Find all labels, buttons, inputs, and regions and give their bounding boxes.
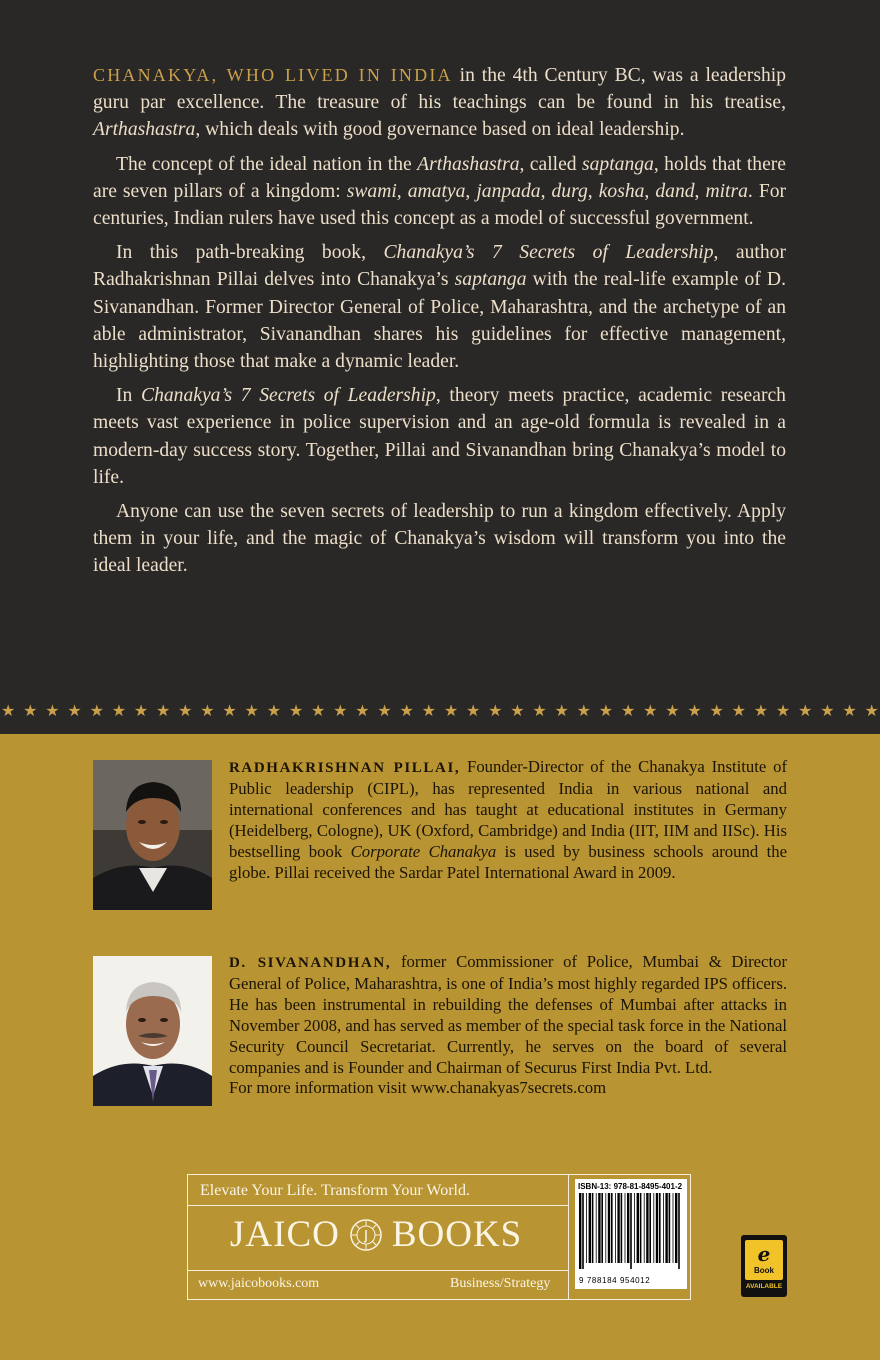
- star-icon: ★: [443, 701, 459, 720]
- barcode-bar: [663, 1193, 664, 1263]
- ebook-available-badge: e Book AVAILABLE: [741, 1235, 787, 1297]
- star-icon: ★: [488, 701, 503, 720]
- blurb-lead: CHANAKYA, WHO LIVED IN INDIA: [93, 65, 453, 85]
- barcode-bar: [646, 1193, 648, 1263]
- blurb-paragraph-4: In Chanakya’s 7 Secrets of Leadership, theory meets practice, academic research meets vast experience in police supervision and an age-old formula is revealed in a modern-day success story. Together, Pillai and Sivanandhan bring Chanakya’s model to life.: [93, 385, 786, 488]
- barcode-bar: [665, 1193, 667, 1263]
- barcode-bar: [656, 1193, 658, 1263]
- barcode-bar: [611, 1193, 613, 1263]
- star-icon: ★: [333, 701, 348, 720]
- barcode-bar: [605, 1193, 606, 1263]
- star-icon: ★: [133, 701, 149, 720]
- barcode-bar: [673, 1193, 674, 1263]
- sun-emblem-icon: [349, 1218, 383, 1252]
- star-icon: ★: [665, 701, 680, 720]
- barcode-bar: [625, 1193, 626, 1263]
- star-icon: ★: [266, 701, 282, 720]
- star-icon: ★: [244, 701, 259, 720]
- star-icon: ★: [23, 701, 38, 720]
- author-name-pillai: RADHAKRISHNAN PILLAI,: [229, 760, 461, 776]
- star-icon: ★: [355, 701, 370, 720]
- star-icon: ★: [554, 701, 569, 720]
- barcode-bar: [649, 1193, 651, 1263]
- barcode-bar: [586, 1193, 587, 1263]
- barcode-bar: [582, 1193, 584, 1269]
- star-icon: ★: [67, 701, 82, 720]
- star-icon: ★: [576, 701, 591, 720]
- star-icon: ★: [798, 701, 813, 720]
- barcode-bar: [669, 1193, 671, 1263]
- star-icon: ★: [709, 701, 724, 720]
- star-icon: ★: [753, 701, 769, 720]
- star-icon: ★: [687, 701, 702, 720]
- barcode-bar: [634, 1193, 635, 1263]
- author-bio-sivanandhan: D. SIVANANDHAN, former Commissioner of Police, Mumbai & Director General of Police, Maharashtra, is one of India’s most highly regarded IPS officers. He has been instrumental in rebuilding the defenses of Mumbai after attacks in November 2008, and has served as member of the special task force in the National Security Council Secretariat. Currently, he serves on the board of several companies and is Founder and Chairman of Securus First India Pvt. Ltd. For more information visit www.chanakyas7secrets.com: [229, 952, 788, 1098]
- star-icon: ★: [510, 701, 525, 720]
- star-divider: [0, 688, 880, 734]
- star-icon: ★: [842, 701, 857, 720]
- barcode-bar: [589, 1193, 591, 1263]
- star-icon: ★: [377, 701, 392, 720]
- star-icon: ★: [222, 701, 237, 720]
- star-icon: ★: [45, 701, 60, 720]
- barcode-bar: [615, 1193, 616, 1263]
- star-icon: ★: [288, 701, 304, 720]
- publisher-logo: JAICO BOOKS: [230, 1214, 523, 1255]
- ebook-e-icon: e: [757, 1242, 771, 1266]
- barcode-bar: [598, 1193, 600, 1263]
- publisher-panel: [187, 1174, 691, 1300]
- star-icon: ★: [178, 701, 193, 720]
- barcode-bar: [675, 1193, 677, 1263]
- star-icon: ★: [775, 701, 791, 720]
- star-icon: ★: [155, 701, 171, 720]
- blurb-paragraph-2: The concept of the ideal nation in the Arthashastra, called saptanga, holds that there are seven pillars of a kingdom: swami, amatya, janpada, durg, kosha, dand, mitra. For centuries, Indian rulers have used this concept as a model of successful government.: [93, 153, 787, 230]
- star-icon: ★: [111, 701, 127, 720]
- barcode-bar: [678, 1193, 680, 1269]
- barcode-bar: [596, 1193, 597, 1263]
- barcode-bar: [627, 1193, 629, 1263]
- barcode-bar: [659, 1193, 661, 1263]
- blurb-paragraph-5: Anyone can use the seven secrets of leadership to run a kingdom effectively. Apply them in your life, and the magic of Chanakya’s wisdom will transform you into the ideal leader.: [93, 501, 786, 577]
- barcode-bar: [653, 1193, 654, 1263]
- barcode-bar: [579, 1193, 581, 1269]
- star-icon: ★: [598, 701, 614, 720]
- author-name-sivanandhan: D. SIVANANDHAN,: [229, 955, 392, 971]
- author-bio-pillai: RADHAKRISHNAN PILLAI, Founder-Director of the Chanakya Institute of Public leadership (CIPL), has represented India in various national and international conferences and has taught at educational institutes in Germany (Heidelberg, Cologne), UK (Oxford, Cambridge) and India (IIT, IIM and IISc). His bestselling book Corporate Chanakya is used by business schools around the globe. Pillai received the Sardar Patel International Award in 2009.: [229, 757, 788, 882]
- more-info-link: For more information visit www.chanakyas7secrets.com: [229, 1078, 607, 1098]
- isbn-barcode: [575, 1179, 687, 1289]
- publisher-url: www.jaicobooks.com: [198, 1276, 320, 1291]
- barcode-bar: [637, 1193, 639, 1263]
- barcode-bar: [630, 1193, 632, 1269]
- isbn-label: ISBN-13: 978-81-8495-401-2: [578, 1182, 683, 1191]
- star-icon: ★: [310, 701, 326, 720]
- star-icon: ★: [465, 701, 481, 720]
- barcode-number: 9 788184 954012: [579, 1276, 651, 1285]
- star-icon: ★: [731, 701, 746, 720]
- publisher-tagline: Elevate Your Life. Transform Your World.: [200, 1182, 470, 1199]
- barcode-icon: [579, 1193, 683, 1269]
- blurb-paragraph-1: CHANAKYA, WHO LIVED IN INDIA in the 4th Century BC, was a leadership guru par excellence. The treasure of his teachings can be found in his treatise, Arthashastra, which deals with good governance based on ideal leadership.: [93, 65, 786, 141]
- star-icon: ★: [399, 701, 414, 720]
- star-icon: ★: [1, 701, 16, 720]
- book-category: Business/Strategy: [450, 1276, 551, 1291]
- blurb-text: [93, 62, 786, 587]
- blurb-paragraph-3: In this path-breaking book, Chanakya’s 7 Secrets of Leadership, author Radhakrishnan Pillai delves into Chanakya’s saptanga with the real-life example of D. Sivanandhan. Former Director General of Police, Maharashtra, and the archetype of an able administrator, Sivanandhan shares his guidelines for effective management, highlighting those that make a dynamic leader.: [93, 242, 786, 373]
- author-photo-pillai: [93, 760, 212, 910]
- star-icon: ★: [200, 701, 215, 720]
- author-photo-sivanandhan: [93, 956, 212, 1106]
- barcode-bar: [592, 1193, 594, 1263]
- barcode-bar: [644, 1193, 645, 1263]
- star-icon: ★: [620, 701, 636, 720]
- star-icon: ★: [864, 701, 879, 720]
- barcode-bar: [617, 1193, 619, 1263]
- barcode-bar: [621, 1193, 623, 1263]
- star-icon: ★: [89, 701, 104, 720]
- star-icon: ★: [532, 701, 547, 720]
- barcode-bar: [601, 1193, 603, 1263]
- star-icon: ★: [820, 701, 835, 720]
- star-icon: ★: [643, 701, 658, 720]
- barcode-bar: [640, 1193, 642, 1263]
- barcode-bar: [608, 1193, 610, 1263]
- star-icon: ★: [421, 701, 437, 720]
